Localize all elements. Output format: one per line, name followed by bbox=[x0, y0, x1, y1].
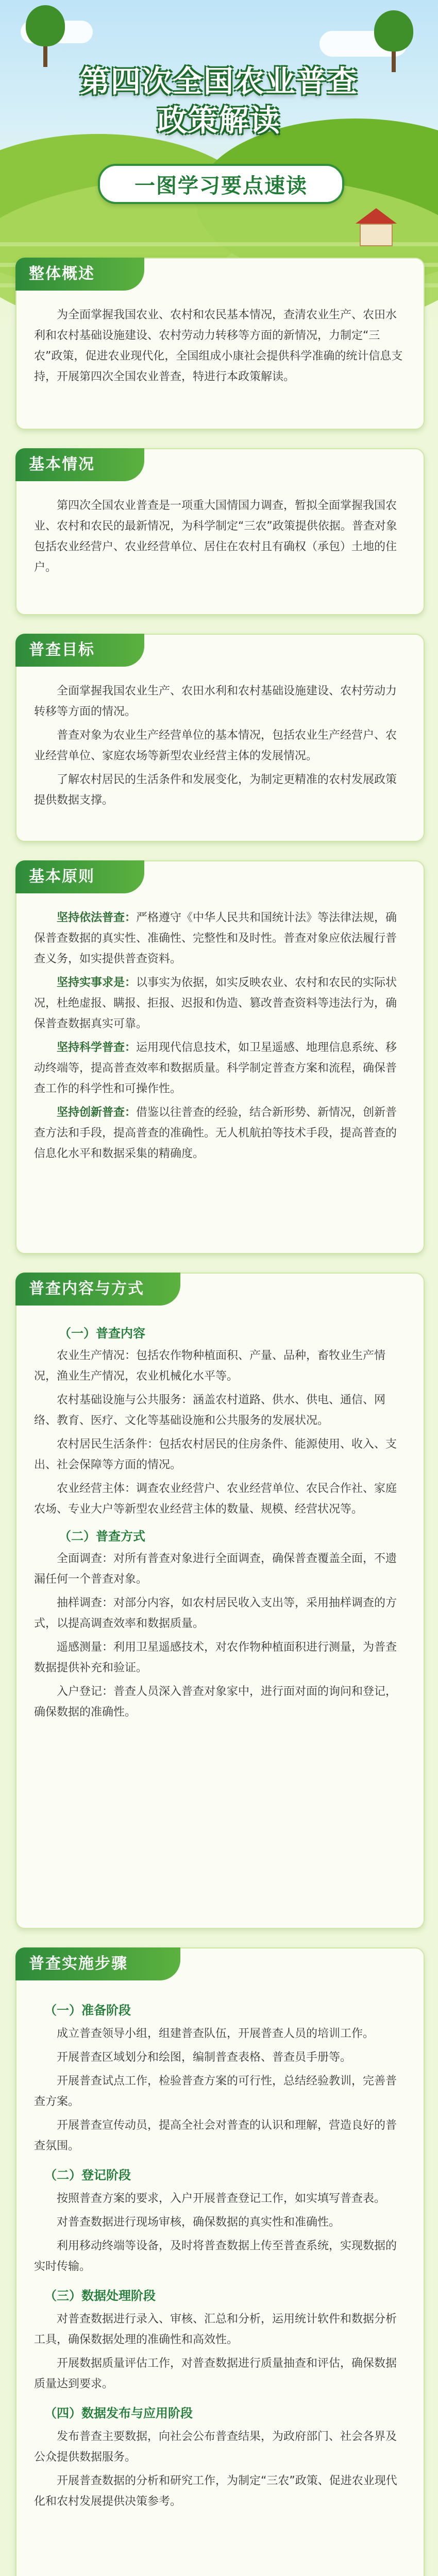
paragraph: 普查对象为农业生产经营单位的基本情况，包括农业生产经营户、农业经营单位、家庭农场等新型农业经营主体的发展情况。 bbox=[34, 729, 397, 762]
subsection-heading: （二）普查方式 bbox=[59, 1529, 145, 1544]
section-heading: 普查实施步骤 bbox=[15, 1947, 180, 1980]
page-title bbox=[0, 62, 438, 140]
paragraph: 开展数据质量评估工作，对普查数据进行质量抽查和评估，确保数据质量达到要求。 bbox=[34, 2357, 397, 2391]
section-body bbox=[34, 908, 406, 1167]
section-body bbox=[34, 1995, 406, 2515]
title-line-2: 政策解读 bbox=[157, 103, 281, 138]
paragraph: 遥感测量：利用卫星遥感技术，对农作物种植面积进行测量，为普查数据提供补充和验证。 bbox=[34, 1641, 397, 1674]
principle-text: 以事实为依据，如实反映农业、农村和农民的实际状况，杜绝虚报、瞒报、拒报、迟报和伪造、篡改普查资料等违法行为，确保普查数据真实可靠。 bbox=[34, 976, 397, 1030]
section-heading: 基本原则 bbox=[15, 860, 144, 893]
section-heading: 普查目标 bbox=[15, 634, 144, 667]
section-basic bbox=[15, 448, 425, 615]
paragraph: 农村居民生活条件：包括农村居民的住房条件、能源使用、收入、支出、社会保障等方面的情况。 bbox=[34, 1438, 397, 1471]
paragraph: 农村基础设施与公共服务：涵盖农村道路、供水、供电、通信、网络、教育、医疗、文化等基础设施和公共服务的发展状况。 bbox=[34, 1394, 386, 1427]
section-content bbox=[15, 1273, 425, 1929]
paragraph: 农业生产情况：包括农作物种植面积、产量、品种，畜牧业生产情况，渔业生产情况，农业机械化水平等。 bbox=[34, 1349, 386, 1383]
paragraph: 第四次全国农业普查是一项重大国情国力调查，暂拟全面掌握我国农业、农村和农民的最新情况，为科学制定“三农”政策提供依据。普查对象包括农业经营户、农业经营单位、居住在农村且有确权（承包）土地的住户。 bbox=[34, 499, 397, 574]
section-body bbox=[34, 1320, 406, 1726]
paragraph: 开展普查数据的分析和研究工作，为制定“三农”政策、促进农业现代化和农村发展提供决策参考。 bbox=[34, 2475, 397, 2508]
phase-heading: （一）准备阶段 bbox=[44, 2003, 131, 2018]
paragraph: 对普查数据进行录入、审核、汇总和分析，运用统计软件和数据分析工具，确保数据处理的准确性和高效性。 bbox=[34, 2313, 397, 2346]
principle-title: 坚持科学普查： bbox=[57, 1041, 137, 1054]
paragraph: 开展普查宣传动员，提高全社会对普查的认识和理解，营造良好的普查氛围。 bbox=[34, 2119, 397, 2153]
section-heading: 整体概述 bbox=[15, 258, 144, 291]
subtitle-text: 一图学习要点速读 bbox=[134, 174, 308, 198]
principle-item bbox=[34, 973, 406, 1035]
principle-title: 坚持创新普查： bbox=[57, 1106, 137, 1119]
paragraph: 为全面掌握我国农业、农村和农民基本情况，查清农业生产、农田水利和农村基础设施建设、农村劳动力转移等方面的新情况，力制定“三农”政策，促进农业现代化，全国组成小康社会提供科学准确的统计信息支持，开展第四次全国农业普查，特进行本政策解读。 bbox=[34, 309, 403, 383]
section-heading: 普查内容与方式 bbox=[15, 1273, 180, 1306]
paragraph: 抽样调查：对部分内容，如农村居民收入支出等，采用抽样调查的方式，以提高调查效率和数据质量。 bbox=[34, 1597, 397, 1630]
section-heading: 基本情况 bbox=[15, 448, 144, 481]
phase-heading: （四）数据发布与应用阶段 bbox=[44, 2406, 193, 2420]
subsection-heading: （一）普查内容 bbox=[59, 1326, 145, 1341]
section-body bbox=[34, 305, 406, 391]
paragraph: 成立普查领导小组，组建普查队伍，开展普查人员的培训工作。 bbox=[57, 2027, 375, 2040]
paragraph: 了解农村居民的生活条件和发展变化，为制定更精准的农村发展政策提供数据支撑。 bbox=[34, 773, 397, 807]
section-goal bbox=[15, 634, 425, 842]
section-principles bbox=[15, 860, 425, 1254]
principle-item bbox=[34, 908, 406, 970]
principle-title: 坚持实事求是： bbox=[57, 976, 137, 989]
paragraph: 全面掌握我国农业生产、农田水利和农村基础设施建设、农村劳动力转移等方面的情况。 bbox=[34, 685, 397, 718]
tree-icon bbox=[374, 10, 413, 52]
principle-item bbox=[34, 1103, 406, 1164]
paragraph: 全面调查：对所有普查对象进行全面调查，确保普查覆盖全面，不遗漏任何一个普查对象。 bbox=[34, 1552, 397, 1586]
principle-item bbox=[34, 1038, 406, 1099]
paragraph: 发布普查主要数据，向社会公布普查结果，为政府部门、社会各界及公众提供数据服务。 bbox=[34, 2430, 397, 2464]
principle-text: 借鉴以往普查的经验，结合新形势、新情况，创新普查方法和手段，提高普查的准确性。无人机航拍等技术手段，提高普查的信息化水平和数据采集的精确度。 bbox=[34, 1106, 397, 1160]
principle-text: 严格遵守《中华人民共和国统计法》等法律法规，确保普查数据的真实性、准确性、完整性和及时性。普查对象应依法履行普查义务，如实提供普查资料。 bbox=[34, 911, 397, 965]
principle-title: 坚持依法普查： bbox=[57, 911, 137, 924]
section-body bbox=[34, 496, 406, 581]
house-roof bbox=[356, 208, 397, 224]
title-line-1: 第四次全国农业普查 bbox=[79, 64, 358, 99]
house-icon bbox=[360, 224, 393, 246]
section-steps bbox=[15, 1947, 425, 2576]
section-body bbox=[34, 681, 406, 814]
tree-icon bbox=[26, 5, 65, 46]
principle-text: 运用现代信息技术，如卫星遥感、地理信息系统、移动终端等，提高普查效率和数据质量。科学制定普查方案和流程，确保普查工作的科学性和可操作性。 bbox=[34, 1041, 397, 1095]
paragraph: 农业经营主体：调查农业经营户、农业经营单位、农民合作社、家庭农场、专业大户等新型农业经营主体的数量、规模、经营状况等。 bbox=[34, 1482, 397, 1516]
paragraph: 开展普查区域划分和绘图，编制普查表格、普查员手册等。 bbox=[57, 2051, 352, 2064]
subtitle-pill bbox=[98, 164, 344, 204]
paragraph: 按照普查方案的要求，入户开展普查登记工作，如实填写普查表。 bbox=[57, 2192, 386, 2205]
paragraph: 开展普查试点工作，检验普查方案的可行性，总结经验教训，完善普查方案。 bbox=[34, 2075, 397, 2108]
phase-heading: （二）登记阶段 bbox=[44, 2168, 131, 2182]
section-overview bbox=[15, 258, 425, 430]
phase-heading: （三）数据处理阶段 bbox=[44, 2289, 156, 2303]
paragraph: 对普查数据进行现场审核，确保数据的真实性和准确性。 bbox=[57, 2216, 341, 2229]
paragraph: 利用移动终端等设备，及时将普查数据上传至普查系统，实现数据的实时传输。 bbox=[34, 2240, 397, 2273]
paragraph: 入户登记：普查人员深入普查对象家中，进行面对面的询问和登记，确保数据的准确性。 bbox=[34, 1685, 397, 1719]
